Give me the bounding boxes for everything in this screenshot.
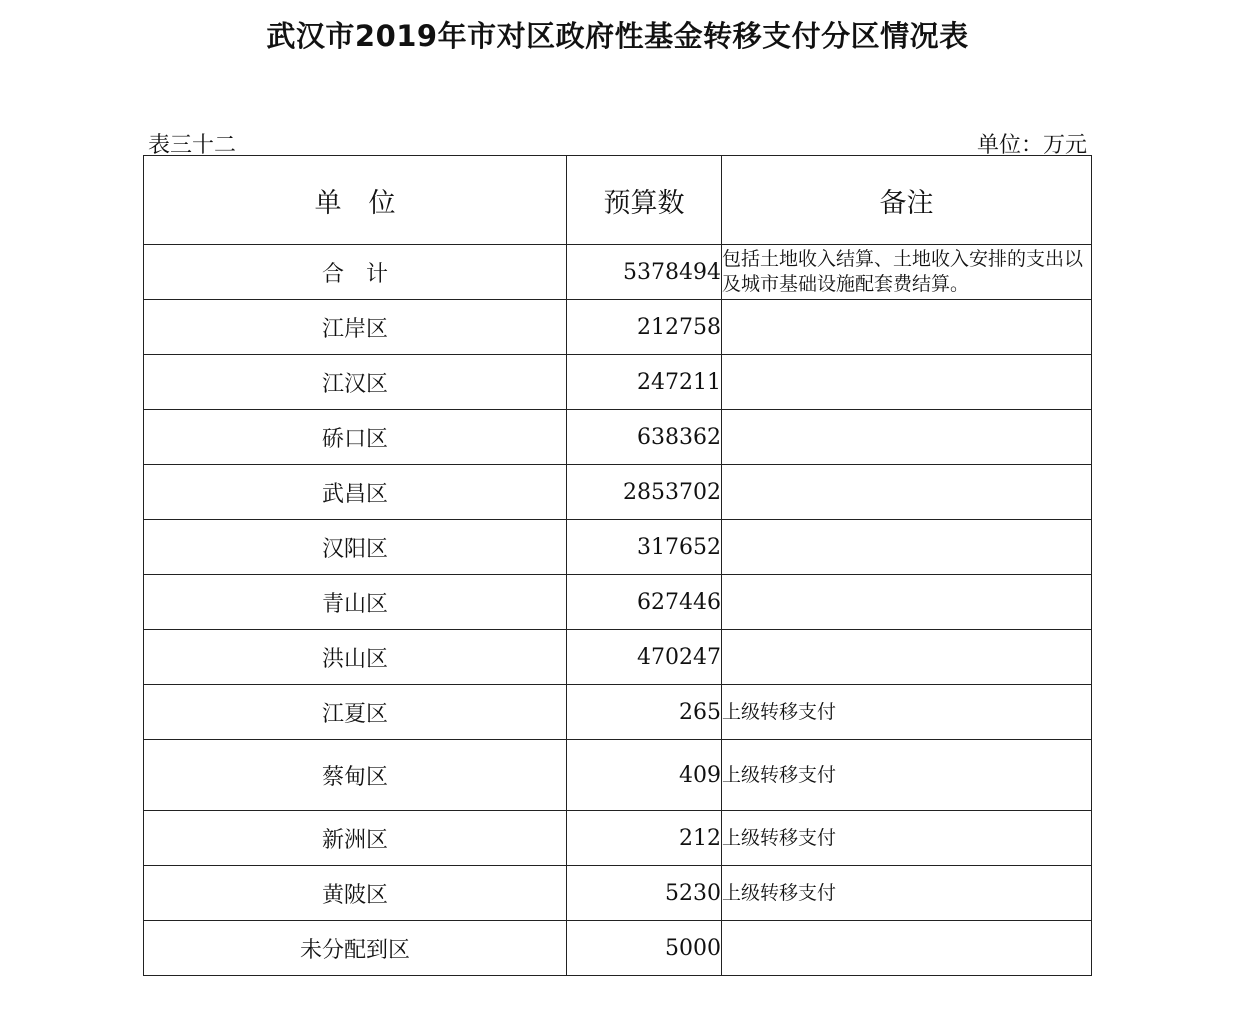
row-note bbox=[722, 410, 1092, 465]
row-unit: 洪山区 bbox=[144, 630, 567, 685]
table-header-row bbox=[144, 156, 1092, 245]
table-row bbox=[144, 575, 1092, 630]
row-budget: 470247 bbox=[567, 630, 722, 685]
row-budget: 212 bbox=[567, 811, 722, 866]
table-number: 表三十二 bbox=[148, 133, 237, 158]
transfer-payment-table bbox=[143, 155, 1092, 976]
table-row bbox=[144, 811, 1092, 866]
table-row bbox=[144, 630, 1092, 685]
unit-label: 单位：万元 bbox=[976, 133, 1087, 158]
row-note: 包括土地收入结算、土地收入安排的支出以及城市基础设施配套费结算。 bbox=[722, 245, 1092, 300]
row-unit: 江夏区 bbox=[144, 685, 567, 740]
row-note bbox=[722, 300, 1092, 355]
table-row bbox=[144, 520, 1092, 575]
row-unit: 新洲区 bbox=[144, 811, 567, 866]
row-budget: 409 bbox=[567, 740, 722, 811]
row-budget: 5378494 bbox=[567, 245, 722, 300]
row-unit: 江汉区 bbox=[144, 355, 567, 410]
row-note bbox=[722, 575, 1092, 630]
row-unit: 合 计 bbox=[144, 245, 567, 300]
row-note bbox=[722, 520, 1092, 575]
row-budget: 5230 bbox=[567, 866, 722, 921]
row-note bbox=[722, 355, 1092, 410]
row-budget: 317652 bbox=[567, 520, 722, 575]
row-note: 上级转移支付 bbox=[722, 685, 1092, 740]
row-unit: 武昌区 bbox=[144, 465, 567, 520]
table-row bbox=[144, 866, 1092, 921]
row-budget: 627446 bbox=[567, 575, 722, 630]
row-note bbox=[722, 465, 1092, 520]
row-budget: 5000 bbox=[567, 921, 722, 976]
header-unit: 单 位 bbox=[144, 156, 567, 245]
row-unit: 未分配到区 bbox=[144, 921, 567, 976]
row-unit: 汉阳区 bbox=[144, 520, 567, 575]
table-row bbox=[144, 740, 1092, 811]
table-row bbox=[144, 685, 1092, 740]
row-note: 上级转移支付 bbox=[722, 866, 1092, 921]
row-unit: 黄陂区 bbox=[144, 866, 567, 921]
row-note: 上级转移支付 bbox=[722, 740, 1092, 811]
row-budget: 2853702 bbox=[567, 465, 722, 520]
table-row bbox=[144, 245, 1092, 300]
row-note: 上级转移支付 bbox=[722, 811, 1092, 866]
row-note bbox=[722, 630, 1092, 685]
row-unit: 蔡甸区 bbox=[144, 740, 567, 811]
row-budget: 265 bbox=[567, 685, 722, 740]
row-unit: 江岸区 bbox=[144, 300, 567, 355]
table-row bbox=[144, 921, 1092, 976]
row-unit: 硚口区 bbox=[144, 410, 567, 465]
header-note: 备注 bbox=[722, 156, 1092, 245]
row-budget: 212758 bbox=[567, 300, 722, 355]
page-title: 武汉市2019年市对区政府性基金转移支付分区情况表 bbox=[266, 19, 969, 53]
table-row bbox=[144, 410, 1092, 465]
table-row bbox=[144, 300, 1092, 355]
row-note bbox=[722, 921, 1092, 976]
header-budget: 预算数 bbox=[567, 156, 722, 245]
table-row bbox=[144, 465, 1092, 520]
row-unit: 青山区 bbox=[144, 575, 567, 630]
row-budget: 638362 bbox=[567, 410, 722, 465]
row-budget: 247211 bbox=[567, 355, 722, 410]
table-row bbox=[144, 355, 1092, 410]
